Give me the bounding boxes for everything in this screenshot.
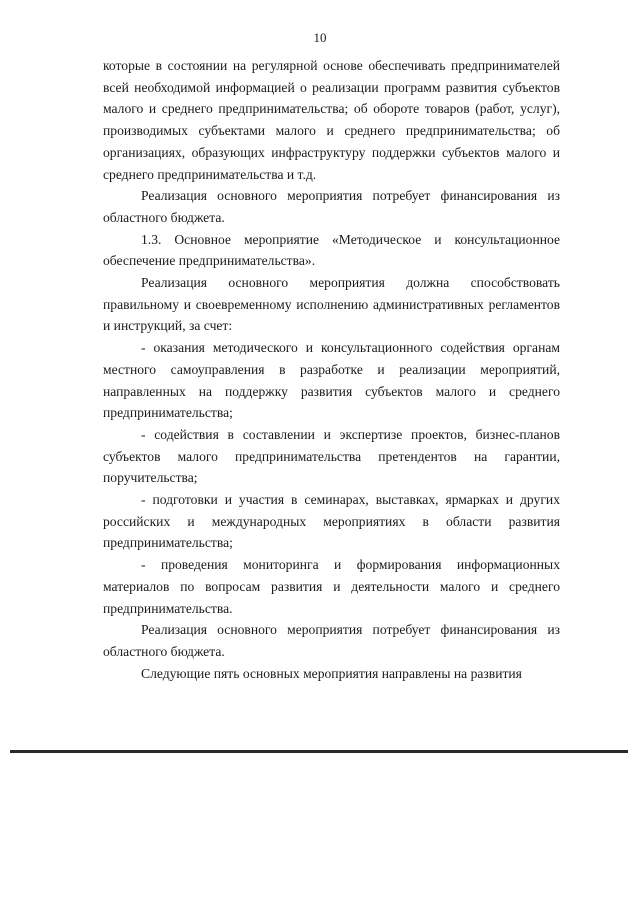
paragraph-financing-2: Реализация основного мероприятия потребует финансирования из областного бюджета. xyxy=(103,622,560,659)
paragraph-financing-1: Реализация основного мероприятия потребует финансирования из областного бюджета. xyxy=(103,188,560,225)
list-item-project-expertise: - содействия в составлении и экспертизе проектов, бизнес-планов субъектов малого предпринимательства претендентов на гарантии, поручительства; xyxy=(103,426,560,486)
paragraph-next-measures: Следующие пять основных мероприятия направлены на развития xyxy=(141,665,522,681)
paragraph-info-continuation: которые в состоянии на регулярной основе обеспечивать предпринимателей всей необходимой информацией о реализации программ развития субъектов малого и среднего предпринимательства; об обороте товаров (работ, услуг), производимых субъектами малого и среднего предпринимательства; об организациях, образующих инфраструктуру поддержки субъектов малого и среднего предпринимательства и т.д. xyxy=(103,58,560,182)
page-number: 10 xyxy=(313,30,327,45)
paragraph-implementation-intro: Реализация основного мероприятия должна способствовать правильному и своевременному исполнению административных регламентов и инструкций, за счет: xyxy=(103,275,560,334)
list-item-methodical-support: - оказания методического и консультационного содействия органам местного самоуправления в разработке и реализации мероприятий, направленных на поддержку развития субъектов малого и среднего предпринимательства; xyxy=(103,340,560,421)
list-item-seminars: - подготовки и участия в семинарах, выставках, ярмарках и других российских и международных мероприятиях в области развития предпринимательства; xyxy=(103,492,560,551)
bottom-rule xyxy=(10,750,628,753)
document-body xyxy=(103,55,560,684)
list-item-monitoring: - проведения мониторинга и формирования информационных материалов по вопросам развития и деятельности малого и среднего предпринимательства. xyxy=(103,557,560,616)
paragraph-section-heading-1-3: 1.3. Основное мероприятие «Методическое и консультационное обеспечение предпринимательства». xyxy=(103,231,560,269)
